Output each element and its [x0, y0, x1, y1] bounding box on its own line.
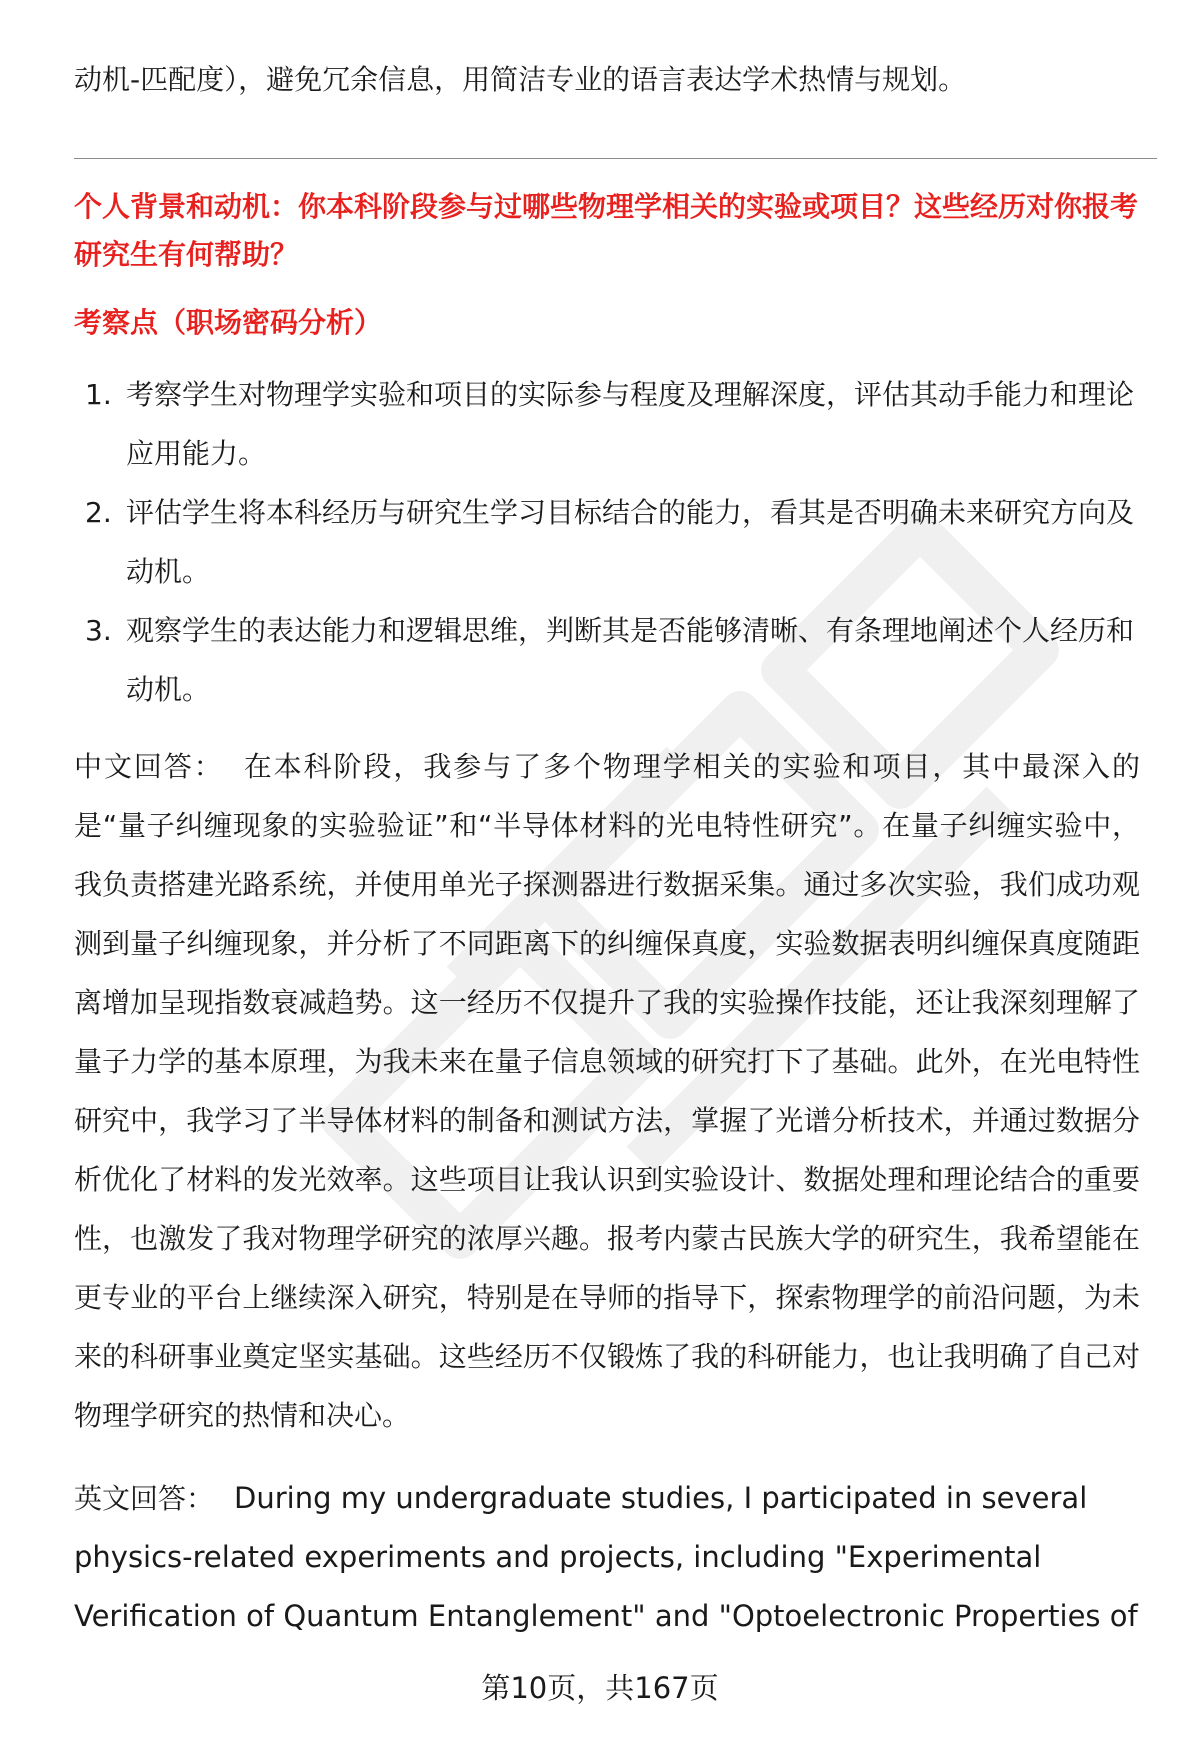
list-item-number: 1.: [85, 378, 112, 411]
section-divider: [74, 158, 1157, 159]
list-item: [74, 483, 1140, 601]
list-item-number: 3.: [85, 614, 112, 647]
english-answer-label: 英文回答：: [74, 1482, 215, 1515]
list-item: [74, 365, 1140, 483]
chinese-answer-text: 在本科阶段，我参与了多个物理学相关的实验和项目，其中最深入的是“量子纠缠现象的实验验证”和“半导体材料的光电特性研究”。在量子纠缠实验中，我负责搭建光路系统，并使用单光子探测器进行数据采集。通过多次实验，我们成功观测到量子纠缠现象，并分析了不同距离下的纠缠保真度，实验数据表明纠缠保真度随距离增加呈现指数衰减趋势。这一经历不仅提升了我的实验操作技能，还让我深刻理解了量子力学的基本原理，为我未来在量子信息领域的研究打下了基础。此外，在光电特性研究中，我学习了半导体材料的制备和测试方法，掌握了光谱分析技术，并通过数据分析优化了材料的发光效率。这些项目让我认识到实验设计、数据处理和理论结合的重要性，也激发了我对物理学研究的浓厚兴趣。报考内蒙古民族大学的研究生，我希望能在更专业的平台上继续深入研究，特别是在导师的指导下，探索物理学的前沿问题，为未来的科研事业奠定坚实基础。这些经历不仅锻炼了我的科研能力，也让我明确了自己对物理学研究的热情和决心。: [74, 750, 1140, 1432]
question-heading: 个人背景和动机：你本科阶段参与过哪些物理学相关的实验或项目？这些经历对你报考研究生有何帮助？: [74, 190, 1139, 271]
intro-line: 动机-匹配度），避免冗余信息，用简洁专业的语言表达学术热情与规划。: [74, 63, 967, 96]
english-answer-text: During my undergraduate studies, I participated in several physics-related experiments and projects, including "Experimental Verification of Quantum Entanglement" and "Optoelectronic Properties of: [74, 1481, 1138, 1633]
chinese-answer: [74, 737, 1140, 1445]
list-item-text: 观察学生的表达能力和逻辑思维，判断其是否能够清晰、有条理地阐述个人经历和动机。: [126, 614, 1135, 706]
list-item-number: 2.: [85, 496, 112, 529]
list-item: [74, 601, 1140, 719]
focus-points-list: [74, 365, 1140, 719]
list-item-text: 评估学生将本科经历与研究生学习目标结合的能力，看其是否明确未来研究方向及动机。: [126, 496, 1135, 588]
page-number: 第10页，共167页: [481, 1671, 719, 1705]
list-item-text: 考察学生对物理学实验和项目的实际参与程度及理解深度，评估其动手能力和理论应用能力。: [126, 378, 1135, 470]
english-answer: [74, 1469, 1140, 1646]
chinese-answer-label: 中文回答：: [74, 750, 224, 783]
focus-heading: 考察点（职场密码分析）: [74, 306, 383, 339]
content-area: [74, 50, 1140, 1646]
